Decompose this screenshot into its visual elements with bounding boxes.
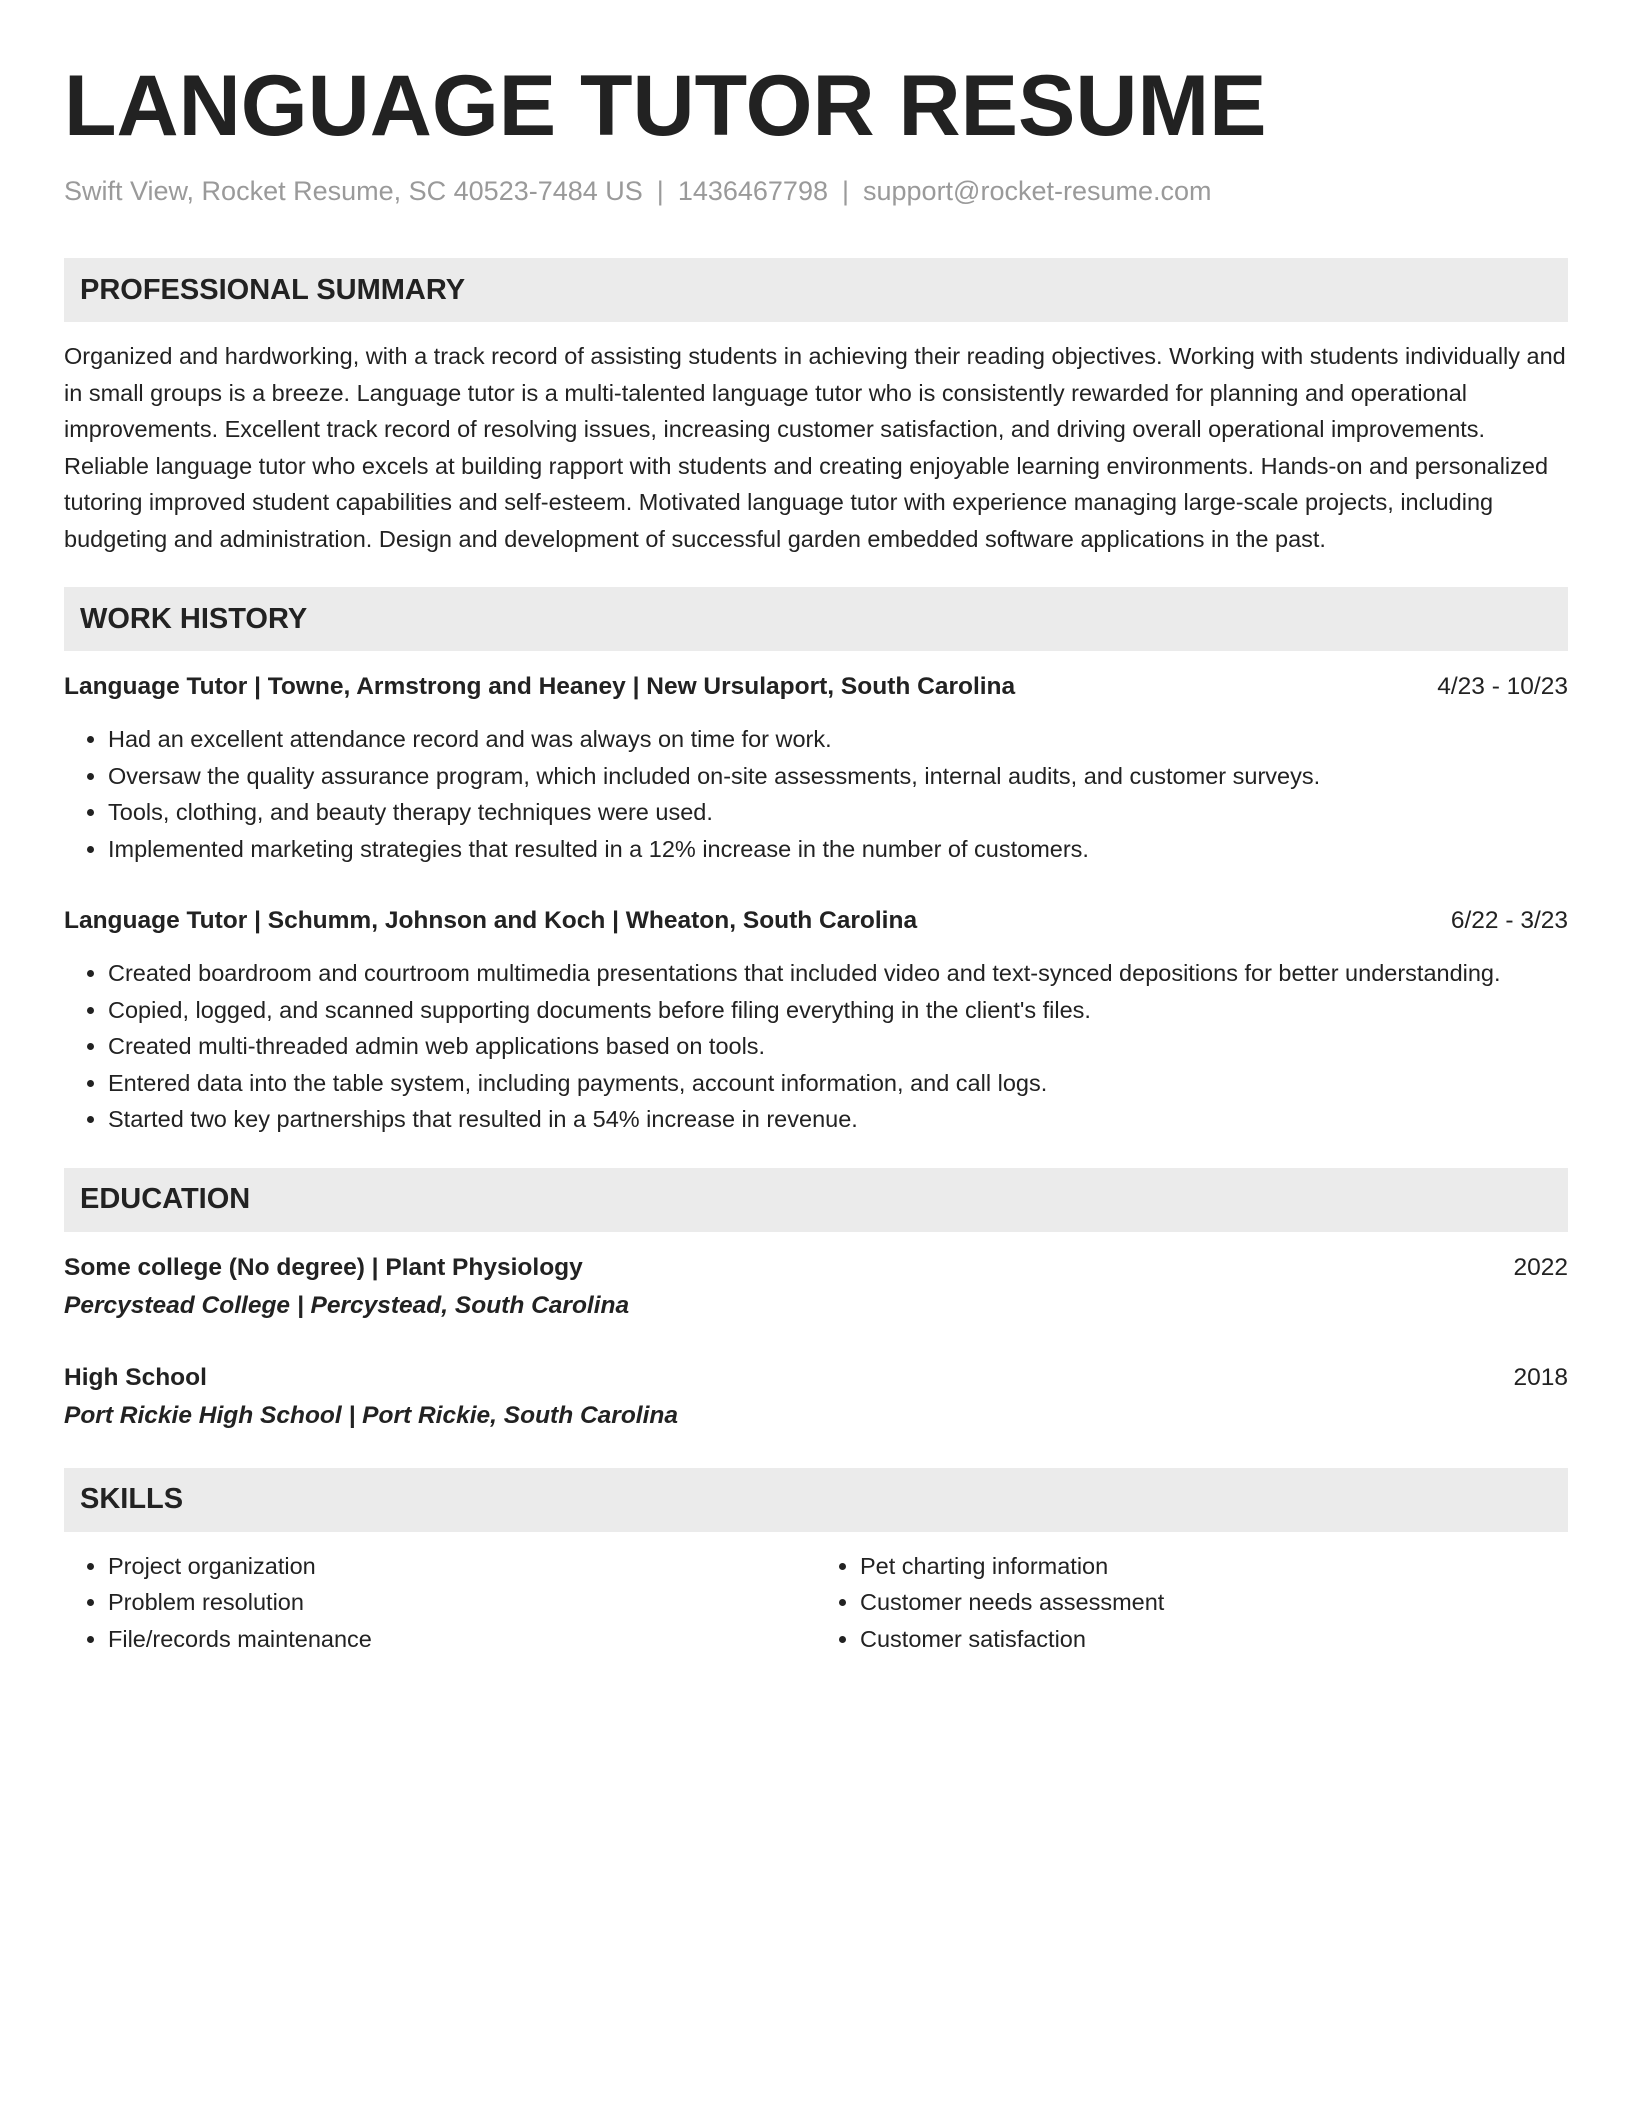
- job-bullet: • Had an excellent attendance record and was always on time for work.: [108, 721, 1568, 758]
- contact-separator: |: [656, 176, 664, 206]
- job-bullet: • Created multi-threaded admin web applications based on tools.: [108, 1028, 1568, 1065]
- education-degree: High School: [64, 1363, 207, 1391]
- summary-section-header: [64, 258, 1568, 322]
- job-bullet: • Oversaw the quality assurance program, which included on-site assessments, internal audits, and customer surveys.: [108, 758, 1568, 795]
- summary-text: Organized and hardworking, with a track record of assisting students in achieving their reading objectives. Working with students individually and in small groups is a breeze. Language tutor is a multi-talented language tutor who is consistently rewarded for planning and operational improvements. Excellent track record of resolving issues, increasing customer satisfaction, and driving overall operational improvements. Reliable language tutor who excels at building rapport with students and creating enjoyable learning environments. Hands-on and personalized tutoring improved student capabilities and self-esteem. Motivated language tutor with experience managing large-scale projects, including budgeting and administration. Design and development of successful garden embedded software applications in the past.: [64, 343, 1566, 552]
- job-bullet: • Entered data into the table system, including payments, account information, and call logs.: [108, 1065, 1568, 1102]
- job-bullets: [64, 955, 1568, 1138]
- education-degree: Some college (No degree) | Plant Physiology: [64, 1253, 583, 1281]
- work-section-header: [64, 587, 1568, 651]
- skill-item: • Problem resolution: [108, 1584, 816, 1621]
- job-entry: [64, 903, 1568, 1138]
- job-header: [64, 669, 1568, 705]
- job-bullet: • Started two key partnerships that resulted in a 54% increase in revenue.: [108, 1101, 1568, 1138]
- skill-item: • Project organization: [108, 1548, 816, 1585]
- skill-item: • Customer satisfaction: [860, 1621, 1568, 1658]
- education-school: Port Rickie High School | Port Rickie, South Carolina: [64, 1401, 679, 1429]
- education-heading: EDUCATION: [80, 1183, 251, 1215]
- contact-address: Swift View, Rocket Resume, SC 40523-7484 US: [64, 176, 643, 206]
- education-header: [64, 1250, 1568, 1286]
- skills-list: [64, 1548, 816, 1658]
- job-bullet: • Implemented marketing strategies that resulted in a 12% increase in the number of customers.: [108, 831, 1568, 868]
- skills-section-header: [64, 1468, 1568, 1532]
- job-title: Language Tutor | Schumm, Johnson and Koch | Wheaton, South Carolina: [64, 907, 918, 934]
- skill-item: • Pet charting information: [860, 1548, 1568, 1585]
- education-entry: [64, 1250, 1568, 1324]
- job-entry: [64, 669, 1568, 867]
- job-header: [64, 903, 1568, 939]
- job-bullet: • Copied, logged, and scanned supporting documents before filing everything in the client's files.: [108, 992, 1568, 1029]
- resume-title: LANGUAGE TUTOR RESUME: [64, 58, 1267, 154]
- work-heading: WORK HISTORY: [80, 602, 308, 635]
- job-dates: 6/22 - 3/23: [1450, 907, 1568, 934]
- skills-grid: [64, 1548, 1568, 1658]
- education-header: [64, 1360, 1568, 1396]
- contact-separator: |: [841, 176, 849, 206]
- education-year: 2018: [1513, 1363, 1568, 1391]
- education-section-header: [64, 1168, 1568, 1232]
- job-bullet: • Created boardroom and courtroom multimedia presentations that included video and text-synced depositions for better understanding.: [108, 955, 1568, 992]
- education-year: 2022: [1513, 1253, 1568, 1281]
- education-school: Percystead College | Percystead, South Carolina: [64, 1291, 630, 1319]
- contact-line: [64, 174, 1568, 208]
- summary-heading: PROFESSIONAL SUMMARY: [80, 273, 466, 306]
- job-title: Language Tutor | Towne, Armstrong and Heaney | New Ursulaport, South Carolina: [64, 673, 1016, 700]
- skills-column-left: [64, 1548, 816, 1658]
- contact-phone: 1436467798: [677, 176, 828, 206]
- skill-item: • Customer needs assessment: [860, 1584, 1568, 1621]
- contact-email: support@rocket-resume.com: [863, 176, 1212, 206]
- job-bullet: • Tools, clothing, and beauty therapy techniques were used.: [108, 794, 1568, 831]
- education-entry: [64, 1360, 1568, 1434]
- job-dates: 4/23 - 10/23: [1437, 673, 1568, 700]
- job-bullets: [64, 721, 1568, 867]
- skills-column-right: [816, 1548, 1568, 1658]
- skills-heading: SKILLS: [80, 1483, 184, 1515]
- skills-list: [816, 1548, 1568, 1658]
- skill-item: • File/records maintenance: [108, 1621, 816, 1658]
